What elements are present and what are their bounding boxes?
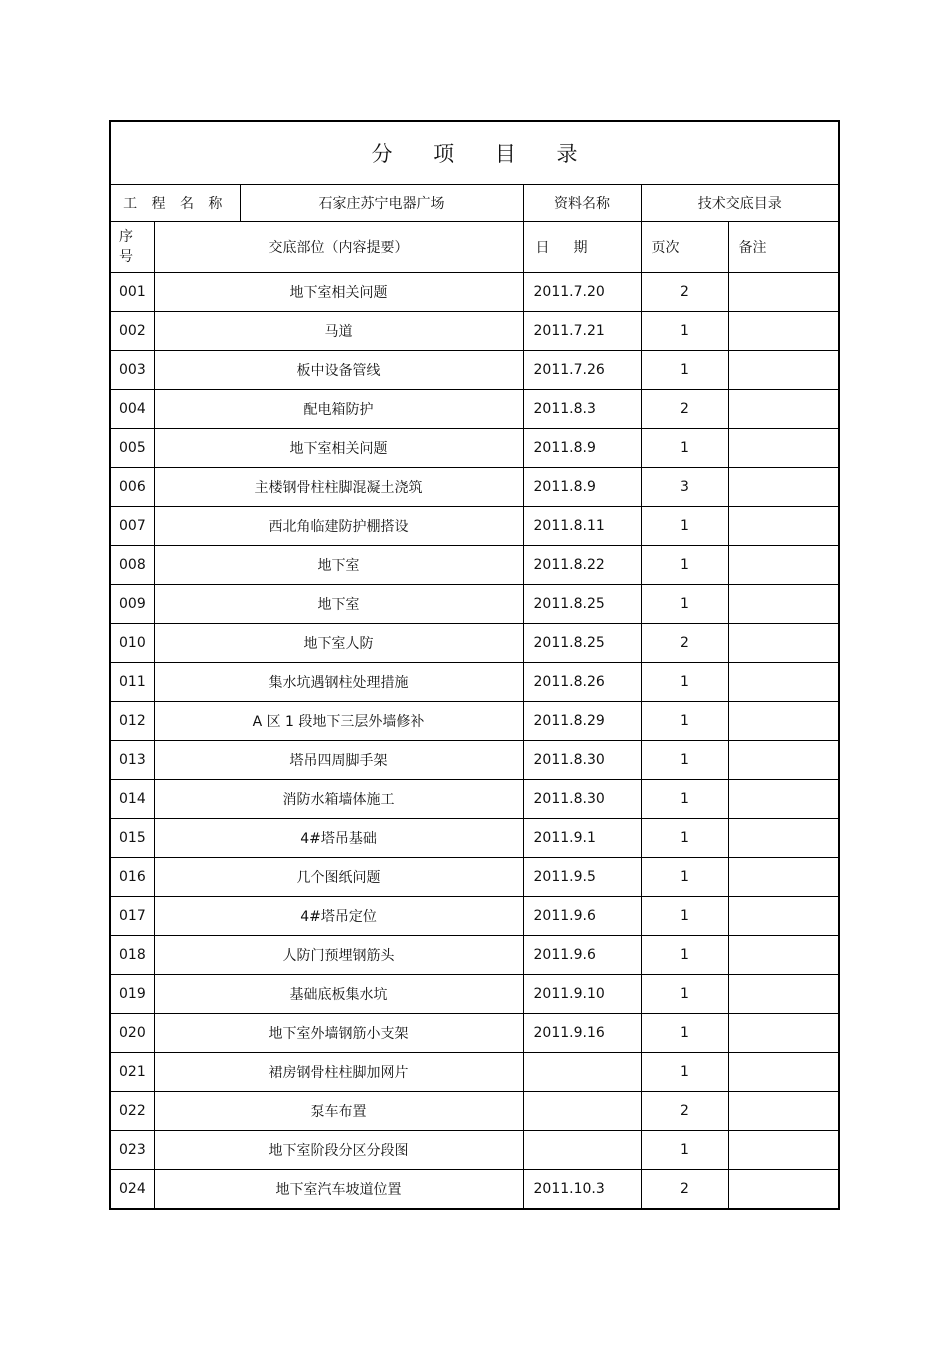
table-row — [111, 1170, 838, 1209]
table-row — [111, 390, 838, 429]
row-seq: 009 — [111, 585, 154, 624]
row-pages: 1 — [641, 1053, 728, 1092]
catalog-table — [111, 185, 838, 1208]
row-notes — [728, 546, 838, 585]
row-seq: 003 — [111, 351, 154, 390]
row-pages: 1 — [641, 507, 728, 546]
header-date-char1: 日 — [535, 240, 550, 256]
row-notes — [728, 273, 838, 312]
row-date: 2011.8.9 — [523, 468, 641, 507]
row-seq: 005 — [111, 429, 154, 468]
column-header-row — [111, 222, 838, 273]
table-row — [111, 819, 838, 858]
table-row — [111, 273, 838, 312]
row-content: 几个图纸问题 — [154, 858, 523, 897]
project-info-row — [111, 185, 838, 222]
row-pages: 1 — [641, 897, 728, 936]
row-content: 消防水箱墙体施工 — [154, 780, 523, 819]
row-content: 地下室汽车坡道位置 — [154, 1170, 523, 1209]
row-notes — [728, 429, 838, 468]
row-content: 塔吊四周脚手架 — [154, 741, 523, 780]
row-content: A 区 1 段地下三层外墙修补 — [154, 702, 523, 741]
row-date: 2011.8.22 — [523, 546, 641, 585]
row-content: 4#塔吊定位 — [154, 897, 523, 936]
table-row — [111, 507, 838, 546]
table-row — [111, 429, 838, 468]
header-notes: 备注 — [728, 222, 838, 273]
row-seq: 006 — [111, 468, 154, 507]
row-seq: 014 — [111, 780, 154, 819]
row-date: 2011.9.6 — [523, 936, 641, 975]
row-seq: 004 — [111, 390, 154, 429]
row-notes — [728, 975, 838, 1014]
row-pages: 1 — [641, 663, 728, 702]
row-content: 马道 — [154, 312, 523, 351]
row-date: 2011.8.11 — [523, 507, 641, 546]
row-date — [523, 1053, 641, 1092]
row-date: 2011.9.16 — [523, 1014, 641, 1053]
table-row — [111, 663, 838, 702]
table-row — [111, 702, 838, 741]
table-row — [111, 741, 838, 780]
row-pages: 2 — [641, 1170, 728, 1209]
row-content: 地下室阶段分区分段图 — [154, 1131, 523, 1170]
project-name-value: 石家庄苏宁电器广场 — [240, 185, 523, 222]
row-notes — [728, 624, 838, 663]
row-notes — [728, 1053, 838, 1092]
row-date: 2011.8.30 — [523, 780, 641, 819]
row-pages: 2 — [641, 1092, 728, 1131]
row-date: 2011.8.25 — [523, 624, 641, 663]
row-seq: 001 — [111, 273, 154, 312]
header-pages: 页次 — [641, 222, 728, 273]
table-row — [111, 468, 838, 507]
row-date: 2011.8.26 — [523, 663, 641, 702]
row-notes — [728, 780, 838, 819]
row-content: 裙房钢骨柱柱脚加网片 — [154, 1053, 523, 1092]
header-date-char2: 期 — [573, 240, 588, 256]
row-seq: 010 — [111, 624, 154, 663]
table-row — [111, 936, 838, 975]
row-pages: 1 — [641, 741, 728, 780]
header-seq — [111, 222, 154, 273]
row-notes — [728, 312, 838, 351]
document-name-label: 资料名称 — [523, 185, 641, 222]
row-date: 2011.9.6 — [523, 897, 641, 936]
row-content: 板中设备管线 — [154, 351, 523, 390]
row-date: 2011.10.3 — [523, 1170, 641, 1209]
catalog-sheet — [109, 120, 840, 1210]
row-content: 人防门预埋钢筋头 — [154, 936, 523, 975]
row-notes — [728, 897, 838, 936]
row-seq: 021 — [111, 1053, 154, 1092]
table-row — [111, 585, 838, 624]
row-date: 2011.8.9 — [523, 429, 641, 468]
row-date: 2011.9.10 — [523, 975, 641, 1014]
row-seq: 008 — [111, 546, 154, 585]
row-seq: 002 — [111, 312, 154, 351]
row-seq: 017 — [111, 897, 154, 936]
row-notes — [728, 741, 838, 780]
row-notes — [728, 702, 838, 741]
row-content: 地下室 — [154, 546, 523, 585]
table-row — [111, 1131, 838, 1170]
row-notes — [728, 1170, 838, 1209]
row-pages: 1 — [641, 1014, 728, 1053]
row-date: 2011.8.25 — [523, 585, 641, 624]
row-seq: 016 — [111, 858, 154, 897]
row-date: 2011.7.20 — [523, 273, 641, 312]
row-seq: 011 — [111, 663, 154, 702]
row-content: 基础底板集水坑 — [154, 975, 523, 1014]
row-notes — [728, 585, 838, 624]
row-seq: 013 — [111, 741, 154, 780]
row-date: 2011.8.30 — [523, 741, 641, 780]
row-content: 地下室 — [154, 585, 523, 624]
row-pages: 1 — [641, 312, 728, 351]
row-notes — [728, 858, 838, 897]
row-content: 4#塔吊基础 — [154, 819, 523, 858]
row-date: 2011.9.5 — [523, 858, 641, 897]
table-row — [111, 1053, 838, 1092]
row-content: 地下室相关问题 — [154, 273, 523, 312]
row-seq: 022 — [111, 1092, 154, 1131]
table-row — [111, 975, 838, 1014]
row-seq: 018 — [111, 936, 154, 975]
row-notes — [728, 351, 838, 390]
header-seq-line2: 号 — [119, 249, 133, 265]
header-date — [523, 222, 641, 273]
row-notes — [728, 507, 838, 546]
header-content: 交底部位（内容提要） — [154, 222, 523, 273]
row-date — [523, 1131, 641, 1170]
table-row — [111, 1092, 838, 1131]
row-content: 地下室人防 — [154, 624, 523, 663]
row-content: 西北角临建防护棚搭设 — [154, 507, 523, 546]
table-row — [111, 351, 838, 390]
row-pages: 1 — [641, 936, 728, 975]
row-date — [523, 1092, 641, 1131]
row-pages: 1 — [641, 780, 728, 819]
table-row — [111, 780, 838, 819]
table-row — [111, 1014, 838, 1053]
row-content: 地下室外墙钢筋小支架 — [154, 1014, 523, 1053]
row-notes — [728, 663, 838, 702]
row-seq: 019 — [111, 975, 154, 1014]
row-content: 地下室相关问题 — [154, 429, 523, 468]
row-pages: 2 — [641, 390, 728, 429]
table-row — [111, 624, 838, 663]
row-seq: 012 — [111, 702, 154, 741]
row-notes — [728, 1131, 838, 1170]
row-pages: 1 — [641, 975, 728, 1014]
row-seq: 024 — [111, 1170, 154, 1209]
row-notes — [728, 390, 838, 429]
table-row — [111, 897, 838, 936]
row-pages: 1 — [641, 585, 728, 624]
row-pages: 1 — [641, 858, 728, 897]
table-row — [111, 858, 838, 897]
row-content: 泵车布置 — [154, 1092, 523, 1131]
row-content: 集水坑遇钢柱处理措施 — [154, 663, 523, 702]
row-notes — [728, 819, 838, 858]
row-date: 2011.9.1 — [523, 819, 641, 858]
header-seq-line1: 序 — [119, 229, 133, 245]
document-name-value: 技术交底目录 — [641, 185, 838, 222]
row-notes — [728, 468, 838, 507]
row-pages: 3 — [641, 468, 728, 507]
table-row — [111, 546, 838, 585]
row-pages: 1 — [641, 546, 728, 585]
row-content: 主楼钢骨柱柱脚混凝土浇筑 — [154, 468, 523, 507]
row-seq: 007 — [111, 507, 154, 546]
row-seq: 023 — [111, 1131, 154, 1170]
row-pages: 2 — [641, 624, 728, 663]
row-content: 配电箱防护 — [154, 390, 523, 429]
row-date: 2011.8.3 — [523, 390, 641, 429]
row-notes — [728, 1092, 838, 1131]
row-date: 2011.8.29 — [523, 702, 641, 741]
row-pages: 1 — [641, 702, 728, 741]
row-pages: 1 — [641, 1131, 728, 1170]
row-pages: 2 — [641, 273, 728, 312]
project-name-label: 工 程 名 称 — [111, 185, 240, 222]
row-date: 2011.7.21 — [523, 312, 641, 351]
row-pages: 1 — [641, 819, 728, 858]
row-seq: 020 — [111, 1014, 154, 1053]
row-date: 2011.7.26 — [523, 351, 641, 390]
table-row — [111, 312, 838, 351]
row-pages: 1 — [641, 351, 728, 390]
row-seq: 015 — [111, 819, 154, 858]
row-notes — [728, 936, 838, 975]
page-title: 分 项 目 录 — [111, 122, 838, 185]
row-pages: 1 — [641, 429, 728, 468]
row-notes — [728, 1014, 838, 1053]
